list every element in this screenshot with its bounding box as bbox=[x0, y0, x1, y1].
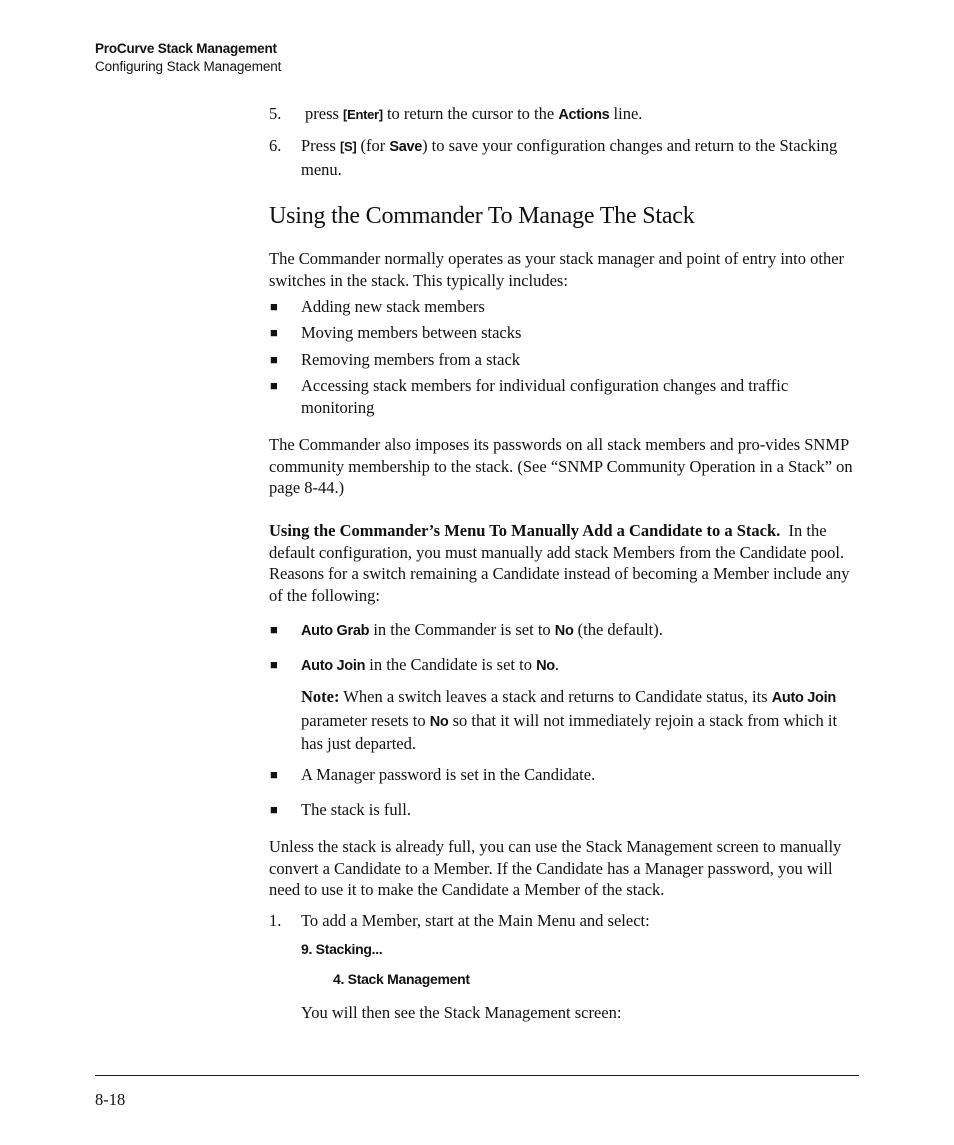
note-label: Note: bbox=[301, 687, 340, 706]
snmp-paragraph: The Commander also imposes its passwords on all stack members and pro-vides SNMP community membership to the stack. (See “SNMP Community Operation in a Stack” on page 8-44.) bbox=[269, 435, 853, 497]
bullet-square-icon: ■ bbox=[270, 299, 278, 314]
bullet-square-icon: ■ bbox=[270, 767, 278, 782]
bullet-square-icon: ■ bbox=[270, 622, 278, 637]
page-number: 8-18 bbox=[95, 1090, 126, 1109]
bullet-item-auto-grab: Auto Grab in the Commander is set to No (the default). bbox=[301, 620, 663, 639]
bullet-item: Adding new stack members bbox=[301, 297, 485, 316]
bullet-item: Removing members from a stack bbox=[301, 350, 521, 369]
step-6-number: 6. bbox=[269, 136, 282, 155]
step-5-number: 5. bbox=[269, 104, 282, 123]
bullet-square-icon: ■ bbox=[270, 657, 278, 672]
enter-key: [Enter] bbox=[343, 107, 383, 122]
bullet-square-icon: ■ bbox=[270, 325, 278, 340]
bullet-item: A Manager password is set in the Candidate. bbox=[301, 765, 596, 784]
section-heading: Using the Commander To Manage The Stack bbox=[269, 203, 695, 229]
running-header-subtitle: Configuring Stack Management bbox=[95, 59, 282, 74]
bullet-square-icon: ■ bbox=[270, 352, 278, 367]
step-5-text: press [Enter] to return the cursor to the Actions line. bbox=[305, 104, 643, 123]
convert-paragraph: Unless the stack is already full, you can use the Stack Management screen to manually convert a Candidate to a Member. If the Candidate has a Manager password, you will need to use it to make the Candidate a Member of the stack. bbox=[269, 837, 842, 899]
bullet-square-icon: ■ bbox=[270, 378, 278, 393]
bullet-item: Accessing stack members for individual configuration changes and traffic monitoring bbox=[301, 376, 789, 417]
save-keyword: Save bbox=[389, 139, 423, 155]
step-1-number: 1. bbox=[269, 911, 282, 930]
intro-paragraph: The Commander normally operates as your stack manager and point of entry into other switches in the stack. This typically includes: bbox=[269, 249, 845, 290]
menu-path-stacking: 9. Stacking... bbox=[301, 941, 383, 957]
then-text: You will then see the Stack Management screen: bbox=[301, 1003, 622, 1022]
note-block: Note: When a switch leaves a stack and returns to Candidate status, its Auto Join parameter resets to No so that it will not immediately rejoin a stack from which it has just departed. bbox=[301, 687, 838, 753]
subsection-paragraph: Using the Commander’s Menu To Manually Add a Candidate to a Stack. In the default configuration, you must manually add stack Members from the Candidate pool. Reasons for a switch remaining a Candidate instead of becoming a Member include any of the following: bbox=[269, 521, 850, 605]
step-6-text: Press [S] (for Save) to save your configuration changes and return to the Stacking menu. bbox=[301, 136, 838, 179]
bullet-item: Moving members between stacks bbox=[301, 323, 522, 342]
runin-heading: Using the Commander’s Menu To Manually Add a Candidate to a Stack. bbox=[269, 521, 781, 540]
running-header-title: ProCurve Stack Management bbox=[95, 41, 277, 56]
step-1-text: To add a Member, start at the Main Menu and select: bbox=[301, 911, 650, 930]
footer-rule bbox=[95, 1075, 859, 1076]
bullet-square-icon: ■ bbox=[270, 802, 278, 817]
bullet-item: The stack is full. bbox=[301, 800, 411, 819]
s-key: [S] bbox=[339, 139, 357, 154]
menu-path-stack-management: 4. Stack Management bbox=[333, 971, 470, 987]
bullet-item-auto-join: Auto Join in the Candidate is set to No. bbox=[301, 655, 559, 674]
actions-keyword: Actions bbox=[558, 107, 610, 123]
